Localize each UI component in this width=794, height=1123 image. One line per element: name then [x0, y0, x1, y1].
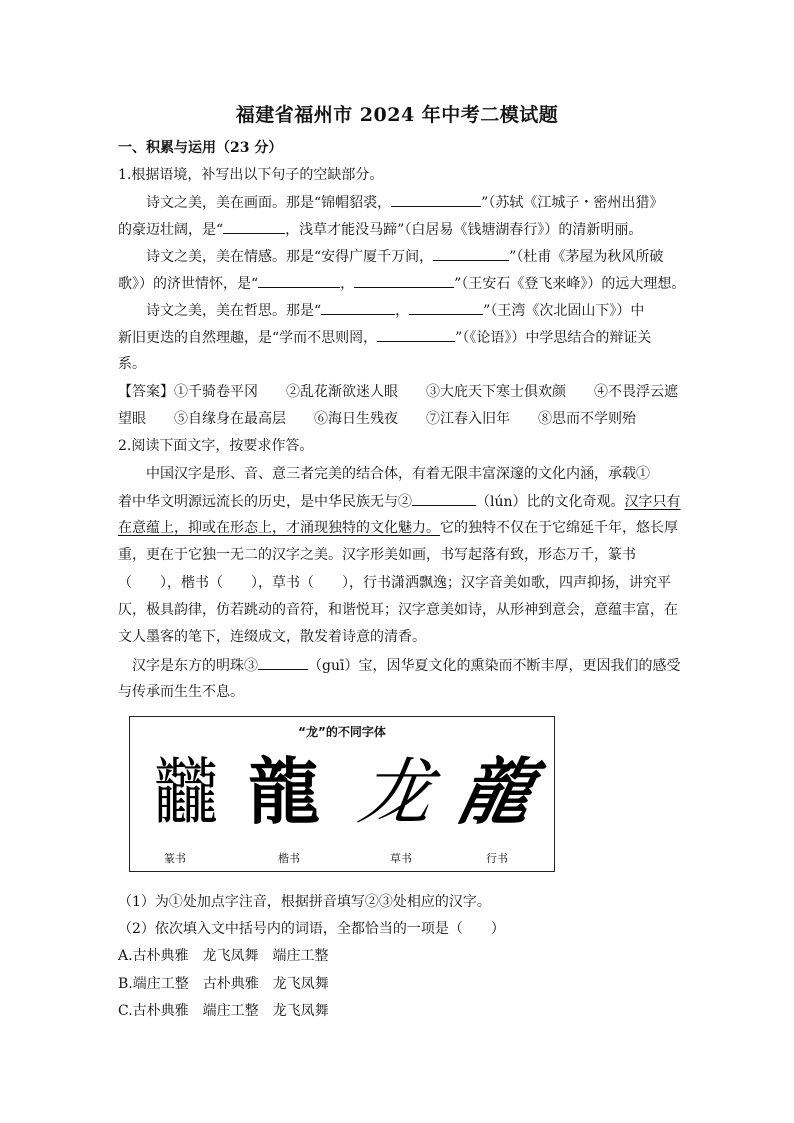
passage-text: 汉字是东方的明珠③: [132, 658, 258, 674]
q1-line: 系。: [118, 356, 146, 372]
seal-script-label: 篆书: [164, 852, 186, 865]
passage-line: [118, 519, 678, 537]
passage-line: [132, 656, 680, 675]
answer-blank[interactable]: [391, 193, 481, 207]
answer-blank[interactable]: [258, 274, 340, 288]
option-a[interactable]: A.古朴典雅 龙飞凤舞 端庄工整: [118, 948, 329, 964]
q1-text: 诗文之美，美在情感。那是“安得广厦千万间，: [146, 249, 434, 265]
answer-blank[interactable]: [354, 274, 454, 288]
answer-blank[interactable]: [377, 328, 455, 342]
underlined-sentence: 在意蕴上，抑或在形态上，才涌现独特的文化魅力。: [118, 520, 440, 536]
passage-line: 文人墨客的笔下，连缀成文，散发着诗意的清香。: [118, 629, 426, 645]
passage-line: 中国汉字是形、音、意三者完美的结合体，有着无限丰富深邃的文化内涵，承载①: [146, 466, 650, 482]
q1-line: [118, 274, 685, 293]
seal-script-glyph: 龖: [153, 750, 219, 834]
option-b[interactable]: B.端庄工整 古朴典雅 龙飞凤舞: [118, 976, 329, 992]
answer-key: 望眼 ⑤自缘身在最高层 ⑥海日生残夜 ⑦江春入旧年 ⑧思而不学则殆: [118, 411, 636, 427]
answer-blank[interactable]: [412, 492, 476, 506]
answer-blank[interactable]: [258, 656, 308, 670]
q1-text: ”（《论语》）中学思结合的辩证关: [455, 330, 652, 346]
q1-text: 新旧更迭的自然理趣，是“学而不思则罔，: [118, 330, 378, 346]
answer-blank[interactable]: [433, 247, 509, 261]
q1-text: ”（王安石《登飞来峰》）的远大理想。: [454, 276, 686, 292]
q1-text: ，: [340, 276, 355, 292]
answer-blank[interactable]: [223, 220, 285, 234]
regular-script-glyph: 龍: [248, 749, 321, 834]
answer-key: 【答案】①千骑卷平冈 ②乱花渐欲迷人眼 ③大庇天下寒士俱欢颜 ④不畏浮云遮: [118, 384, 678, 400]
passage-text: （lún）比的文化奇观。: [476, 494, 625, 510]
section-heading: 一、积累与运用（23 分）: [118, 140, 283, 156]
q1-line: [146, 193, 663, 212]
answer-blank[interactable]: [409, 301, 483, 315]
dragon-calligraphy-figure: [129, 716, 555, 872]
figure-caption: “龙”的不同字体: [298, 725, 386, 739]
q1-text: 的豪迈壮阔，是“: [118, 222, 224, 238]
q1-text: ，浅草才能没马蹄”（白居易《钱塘湖春行》）的清新明丽。: [285, 222, 643, 238]
passage-text: （guī）宝，因华夏文化的熏染而不断丰厚，更因我们的感受: [308, 658, 681, 674]
passage-line: （ ），楷书（ ），草书（ ），行书潇洒飘逸；汉字音美如歌，四声抑扬，讲究平: [118, 575, 671, 591]
q1-text: 诗文之美，美在哲思。那是“: [146, 303, 322, 319]
passage-line: 重，更在于它独一无二的汉字之美。汉字形美如画，书写起落有致，形态万千，篆书: [118, 547, 636, 563]
q1-text: ”（杜甫《茅屋为秋风所破: [509, 249, 664, 265]
question-1-stem: 1.根据语境，补写出以下句子的空缺部分。: [118, 167, 384, 183]
passage-line: 与传承而生生不息。: [118, 684, 244, 700]
sub-question-2: （2）依次填入文中括号内的词语，全都恰当的一项是（ ）: [118, 921, 505, 937]
passage-line: [118, 492, 681, 511]
underlined-sentence: 汉字只有: [624, 494, 681, 510]
page-title: 福建省福州市 2024 年中考二模试题: [235, 104, 559, 126]
q1-text: 诗文之美，美在画面。那是“锦帽貂裘，: [146, 195, 392, 211]
question-2-stem: 2.阅读下面文字，按要求作答。: [118, 438, 314, 454]
cursive-script-glyph: 龙: [354, 750, 438, 834]
passage-line: 仄，极具韵律，仿若跳动的音符，和谐悦耳；汉字意美如诗，从形神到意会，意蕴丰富，在: [118, 602, 678, 618]
cursive-script-label: 草书: [390, 852, 412, 865]
q1-text: ”（王湾《次北固山下》）中: [483, 303, 645, 319]
q1-text: 歌》）的济世情怀，是“: [118, 276, 259, 292]
q1-text: ，: [395, 303, 410, 319]
sub-question-1: （1）为①处加点字注音，根据拼音填写②③处相应的汉字。: [118, 894, 491, 910]
passage-text: 着中华文明源远流长的历史，是中华民族无与②: [118, 494, 412, 510]
passage-text: 它的独特不仅在于它绵延千年，悠长厚: [440, 520, 678, 536]
q1-text: ”（苏轼《江城子・密州出猎》: [481, 195, 664, 211]
running-script-glyph: 龍: [451, 749, 542, 834]
running-script-label: 行书: [486, 852, 508, 865]
option-c[interactable]: C.古朴典雅 端庄工整 龙飞凤舞: [118, 1003, 329, 1019]
q1-line: [118, 328, 651, 347]
regular-script-label: 楷书: [278, 852, 300, 865]
q1-line: [118, 220, 642, 239]
q1-line: [146, 247, 663, 266]
answer-blank[interactable]: [321, 301, 395, 315]
q1-line: [146, 301, 644, 320]
